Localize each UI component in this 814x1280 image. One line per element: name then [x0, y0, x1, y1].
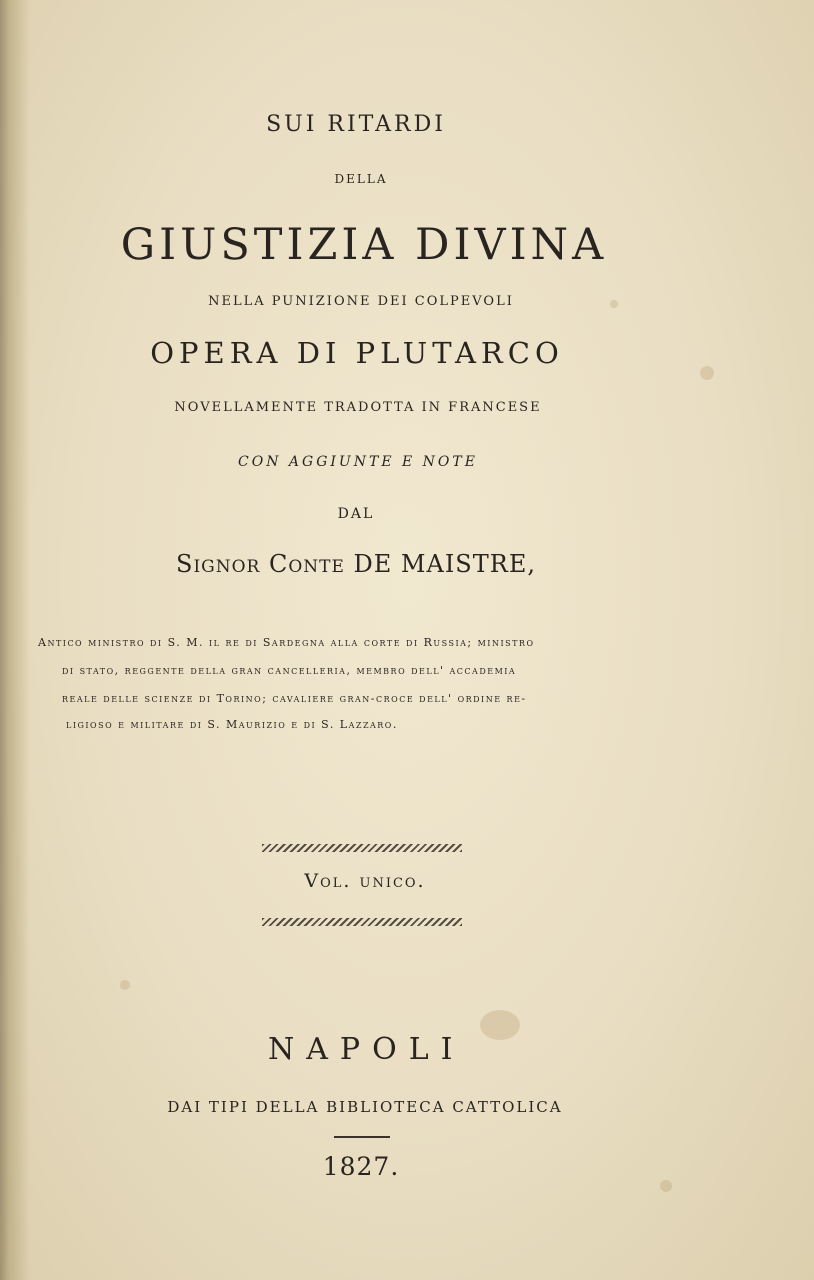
foxing-stain — [610, 300, 618, 308]
title-line-della: DELLA — [334, 172, 388, 186]
main-title: GIUSTIZIA DIVINA — [120, 220, 608, 270]
imprint-printer: DAI TIPI DELLA BIBLIOTECA CATTOLICA — [167, 1098, 563, 1116]
subtitle-aggiunte: CON AGGIUNTE E NOTE — [238, 454, 478, 470]
volume-label: Vol. unico. — [304, 870, 426, 892]
foxing-stain — [480, 1010, 520, 1040]
author-bio-line: reale delle scienze di Torino; cavaliere gran-croce dell' ordine re- — [62, 692, 527, 705]
author-bio-line: di stato, reggente della gran cancelleria, membro dell' accademia — [62, 664, 517, 677]
author-bio-line: Antico ministro di S. M. il re di Sardegna alla corte di Russia; ministro — [38, 636, 535, 649]
ornamental-rule-bottom — [262, 918, 462, 926]
foxing-stain — [120, 980, 130, 990]
title-line-sui-ritardi: SUI RITARDI — [266, 112, 446, 137]
subtitle-punizione: NELLA PUNIZIONE DEI COLPEVOLI — [208, 294, 514, 309]
imprint-year: 1827. — [322, 1152, 400, 1181]
imprint-rule — [334, 1136, 390, 1138]
page-edge-shadow — [0, 0, 30, 1280]
foxing-stain — [660, 1180, 672, 1192]
subtitle-tradotta: NOVELLAMENTE TRADOTTA IN FRANCESE — [174, 400, 542, 415]
foxing-stain — [700, 366, 714, 380]
subtitle-dal: DAL — [337, 506, 375, 522]
ornamental-rule-top — [262, 844, 462, 852]
subtitle-opera: OPERA DI PLUTARCO — [150, 336, 564, 370]
author-name: Signor Conte DE MAISTRE, — [176, 550, 536, 578]
imprint-city: NAPOLI — [268, 1032, 465, 1067]
author-bio-line: ligioso e militare di S. Maurizio e di S. Lazzaro. — [66, 718, 398, 731]
